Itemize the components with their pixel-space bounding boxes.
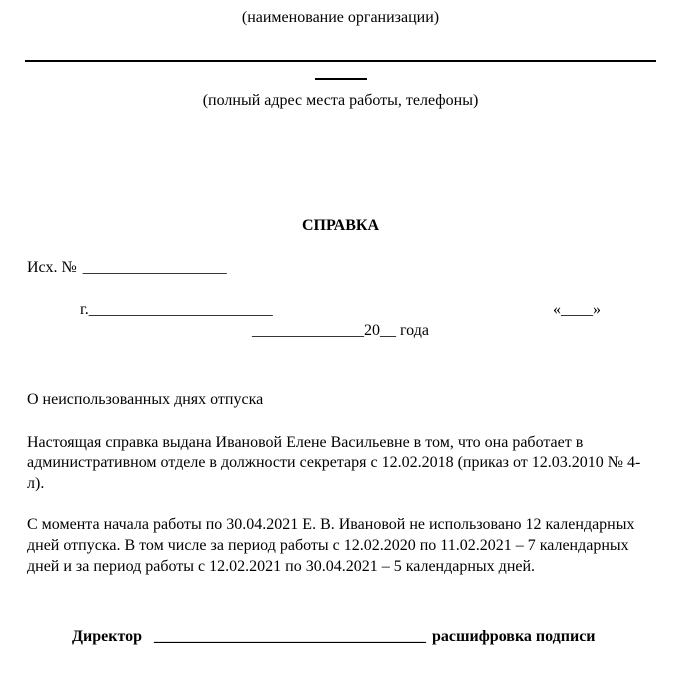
- day-quote-blank: «____»: [553, 301, 601, 319]
- document-title: СПРАВКА: [301, 216, 380, 234]
- short-divider-line: [315, 78, 367, 80]
- document-subject: О неиспользованных днях отпуска: [27, 390, 264, 408]
- outgoing-number-label: Исх. №: [27, 259, 77, 277]
- city-field: [80, 300, 273, 321]
- signature-caption: расшифровка подписи: [432, 628, 596, 646]
- body-paragraph-2: С момента начала работы по 30.04.2021 Е. В. Ивановой не использовано 12 календарных дней отпуска. В том числе за период работы с 12.02.2020 по 11.02.2021 – 7 календарных дней и за период работы с 12.02.2021 по 30.04.2021 – 5 календарных дней.: [27, 515, 635, 575]
- outgoing-number-blank: __________________: [82, 259, 227, 277]
- city-blank: _______________________: [88, 301, 273, 319]
- organization-name-line: [25, 60, 656, 62]
- address-label: (полный адрес места работы, телефоны): [202, 91, 479, 109]
- organization-name-label: (наименование организации): [241, 9, 440, 26]
- date-blank-line: ______________20__ года: [252, 321, 429, 339]
- signature-blank-line: __________________________________: [154, 628, 426, 646]
- signature-role: Директор: [72, 628, 142, 646]
- outgoing-number-line: [27, 258, 654, 279]
- signature-row: [72, 627, 654, 648]
- city-and-day-row: [27, 300, 654, 321]
- body-paragraph-1: Настоящая справка выдана Ивановой Елене Васильевне в том, что она работает в административном отделе в должности секретаря с 12.02.2018 (приказ от 12.03.2010 № 4-л).: [27, 433, 641, 493]
- city-prefix: г.: [80, 301, 89, 319]
